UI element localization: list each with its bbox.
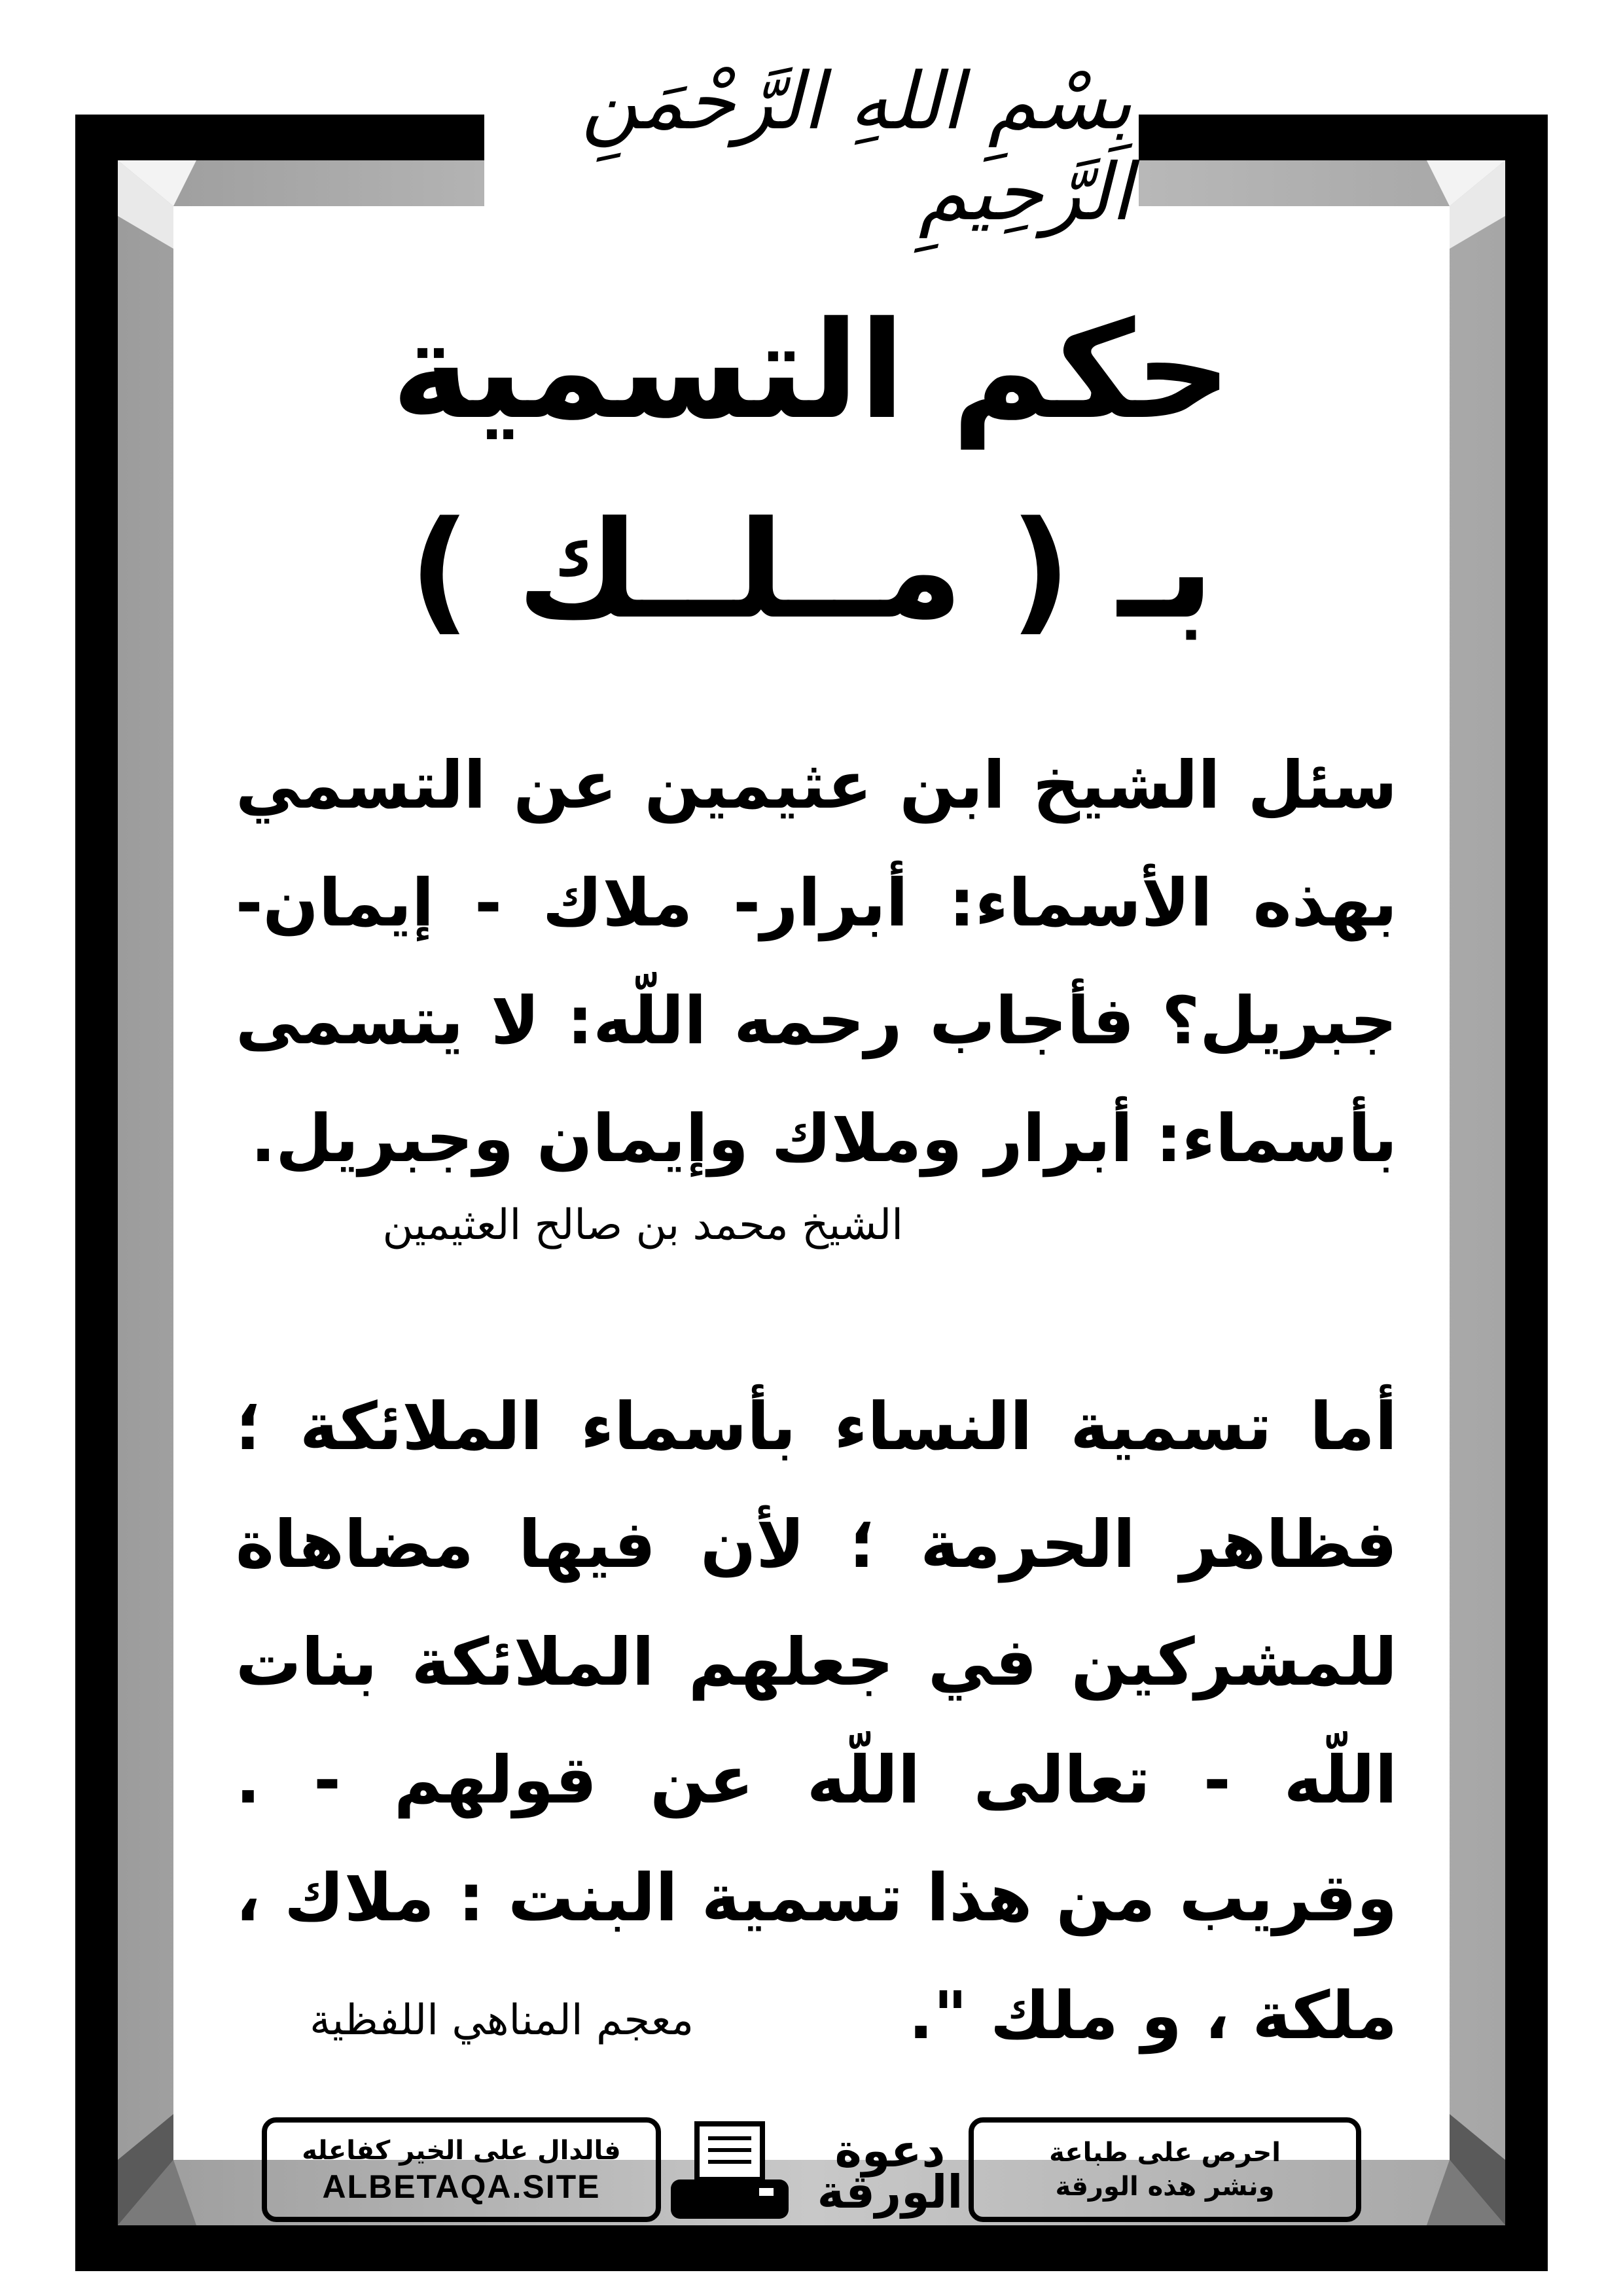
footer-site-box (262, 2117, 661, 2222)
quote-text: أما تسمية النساء بأسماء الملائكة ؛ فظاهر الحرمة ؛ لأن فيها مضاهاة للمشركين في جعلهم الملائكة بنات اللّه - تعالى اللّه عن قولهم - . وقريب من هذا تسمية البنت : ملاك ، ملكة ، و ملك ". (236, 1388, 1397, 2054)
fatwa-source: الشيخ محمد بن صالح العثيمين (382, 1201, 903, 1249)
footer-print-line1: احرص على طباعة (1049, 2138, 1281, 2168)
footer-print-line2: ونشر هذه الورقة (1055, 2172, 1275, 2202)
footer-site-link[interactable]: ALBETAQA.SITE (322, 2168, 601, 2205)
bismillah-calligraphy: بِسْمِ اللهِ الرَّحْمَنِ الرَّحِيمِ (581, 56, 1132, 238)
footer-slogan: فالدال على الخير كفاعله (302, 2136, 621, 2166)
quote-source: معجم المناهي اللفظية (310, 1996, 694, 2045)
printer-icon (668, 2117, 792, 2225)
footer-print-box (969, 2117, 1361, 2222)
page-title: حكم التسمية (391, 293, 1232, 449)
dawa-logo: دعوة الورقة (817, 2123, 963, 2219)
page-subtitle: بـ ( مــلــك ) (408, 493, 1215, 649)
footer (262, 2117, 1361, 2225)
fatwa-text: سئل الشيخ ابن عثيمين عن التسمي بهذه الأسماء: أبرار- ملاك - إيمان- جبريل؟ فأجاب رحمه اللّه: لا يتسمى بأسماء: أبرار وملاك وإيمان وجبريل. (236, 747, 1397, 1177)
